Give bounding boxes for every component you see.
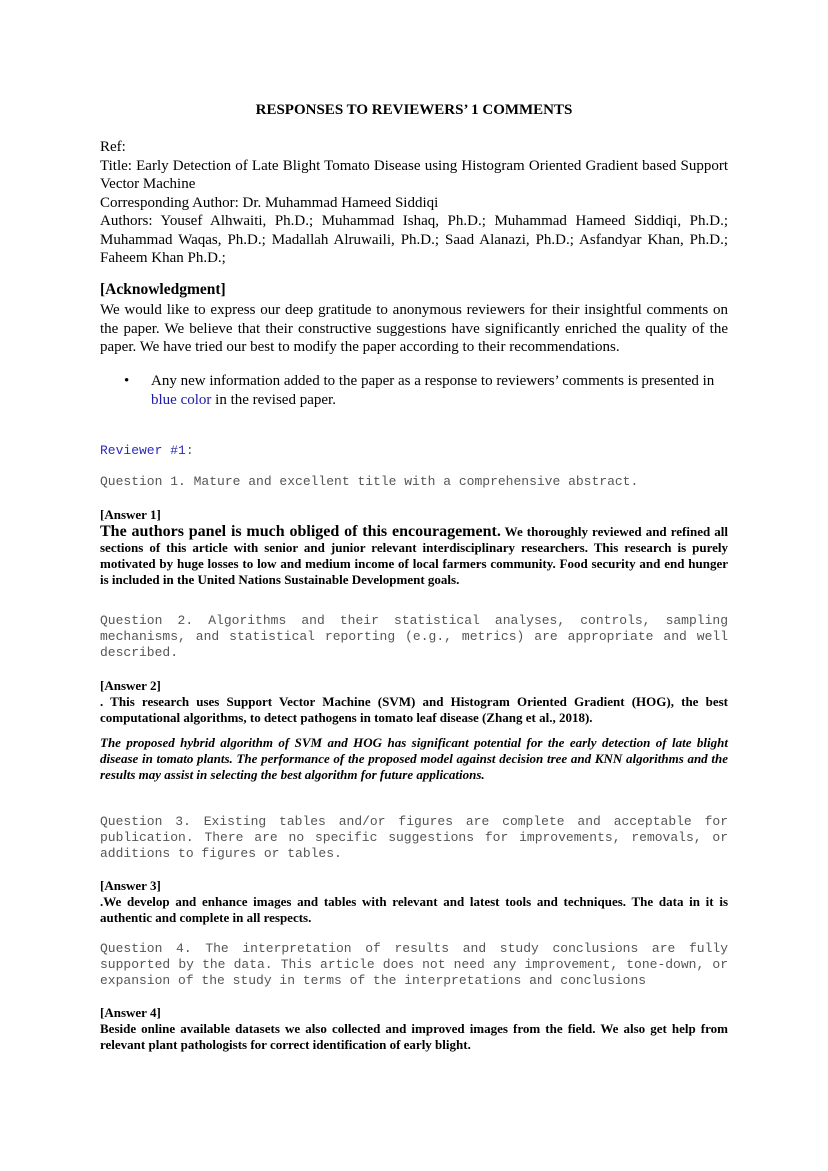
reviewer-colon: : (185, 443, 194, 458)
bullet-item (124, 372, 728, 409)
bullet-icon: • (124, 373, 130, 389)
answer-1-label: [Answer 1] (100, 507, 161, 522)
paper-title: Title: Early Detection of Late Blight Tomato Disease using Histogram Oriented Gradient based Support Vector Machine (100, 157, 728, 192)
answer-4-text: Beside online available datasets we also collected and improved images from the field. We also get help from relevant plant pathologists for correct identification of early blight. (100, 1021, 728, 1052)
answer-1-lead: The authors panel is much obliged of this encouragement. (100, 523, 501, 540)
corresponding-author: Corresponding Author: Dr. Muhammad Hameed Siddiqi (100, 194, 439, 211)
answer-1-body: We thoroughly reviewed and refined all sections of this article with senior and junior relevant interdisciplinary researchers. This research is purely motivated by huge losses to low and medium income of local farmers community. Food security and end hunger is included in the United Nations Sustainable Development goals. (100, 524, 729, 587)
blue-color-highlight: blue color (151, 391, 212, 408)
bullet-text (151, 372, 728, 409)
question-3: Question 3. Existing tables and/or figures are complete and acceptable for publication. There are no specific suggestions for improvements, removals, or additions to figures or tables. (100, 814, 728, 861)
answer-2-text: . This research uses Support Vector Machine (SVM) and Histogram Oriented Gradient (HOG), the best computational algorithms, to detect pathogens in tomato leaf disease (Zhang et al., 2018). (100, 694, 728, 725)
page-title: RESPONSES TO REVIEWERS’ 1 COMMENTS (255, 102, 573, 118)
question-4: Question 4. The interpretation of results and study conclusions are fully supported by the data. This article does not need any improvement, tone-down, or expansion of the study in terms of the interpretations and conclusions (100, 941, 728, 988)
answer-3-label: [Answer 3] (100, 878, 161, 893)
authors-list: Authors: Yousef Alhwaiti, Ph.D.; Muhammad Ishaq, Ph.D.; Muhammad Hameed Siddiqi, Ph.D.; Muhammad Waqas, Ph.D.; Madallah Alruwaili, Ph.D.; Saad Alanazi, Ph.D.; Asfandyar Khan, Ph.D.; Faheem Khan Ph.D.; (100, 213, 728, 266)
reviewer-label: Reviewer #1 (100, 443, 186, 458)
answer-3-text: .We develop and enhance images and tables with relevant and latest tools and techniques. The data in it is authentic and complete in all respects. (100, 894, 728, 925)
answer-1-text (100, 524, 728, 588)
bullet-text-before: Any new information added to the paper as a response to reviewers’ comments is presented in (151, 373, 715, 389)
question-1: Question 1. Mature and excellent title with a comprehensive abstract. (100, 474, 639, 489)
reviewer-heading (100, 443, 728, 458)
question-2: Question 2. Algorithms and their statistical analyses, controls, sampling mechanisms, and statistical reporting (e.g., metrics) are appropriate and well described. (100, 613, 728, 660)
reference-block (100, 138, 728, 268)
acknowledgment-heading: [Acknowledgment] (100, 281, 226, 298)
answer-2-label: [Answer 2] (100, 678, 161, 693)
bullet-text-after: in the revised paper. (211, 391, 336, 408)
ref-label: Ref: (100, 139, 126, 155)
answer-2-italic-text: The proposed hybrid algorithm of SVM and HOG has significant potential for the early detection of late blight disease in tomato plants. The performance of the proposed model against decision tree and KNN algorithms and the results may assist in selecting the best algorithm for future applications. (100, 735, 728, 782)
acknowledgment-body: We would like to express our deep gratitude to anonymous reviewers for their insightful comments on the paper. We believe that their constructive suggestions have significantly enriched the quality of the paper. We have tried our best to modify the paper according to their recommendations. (100, 302, 728, 355)
answer-4-label: [Answer 4] (100, 1005, 161, 1020)
